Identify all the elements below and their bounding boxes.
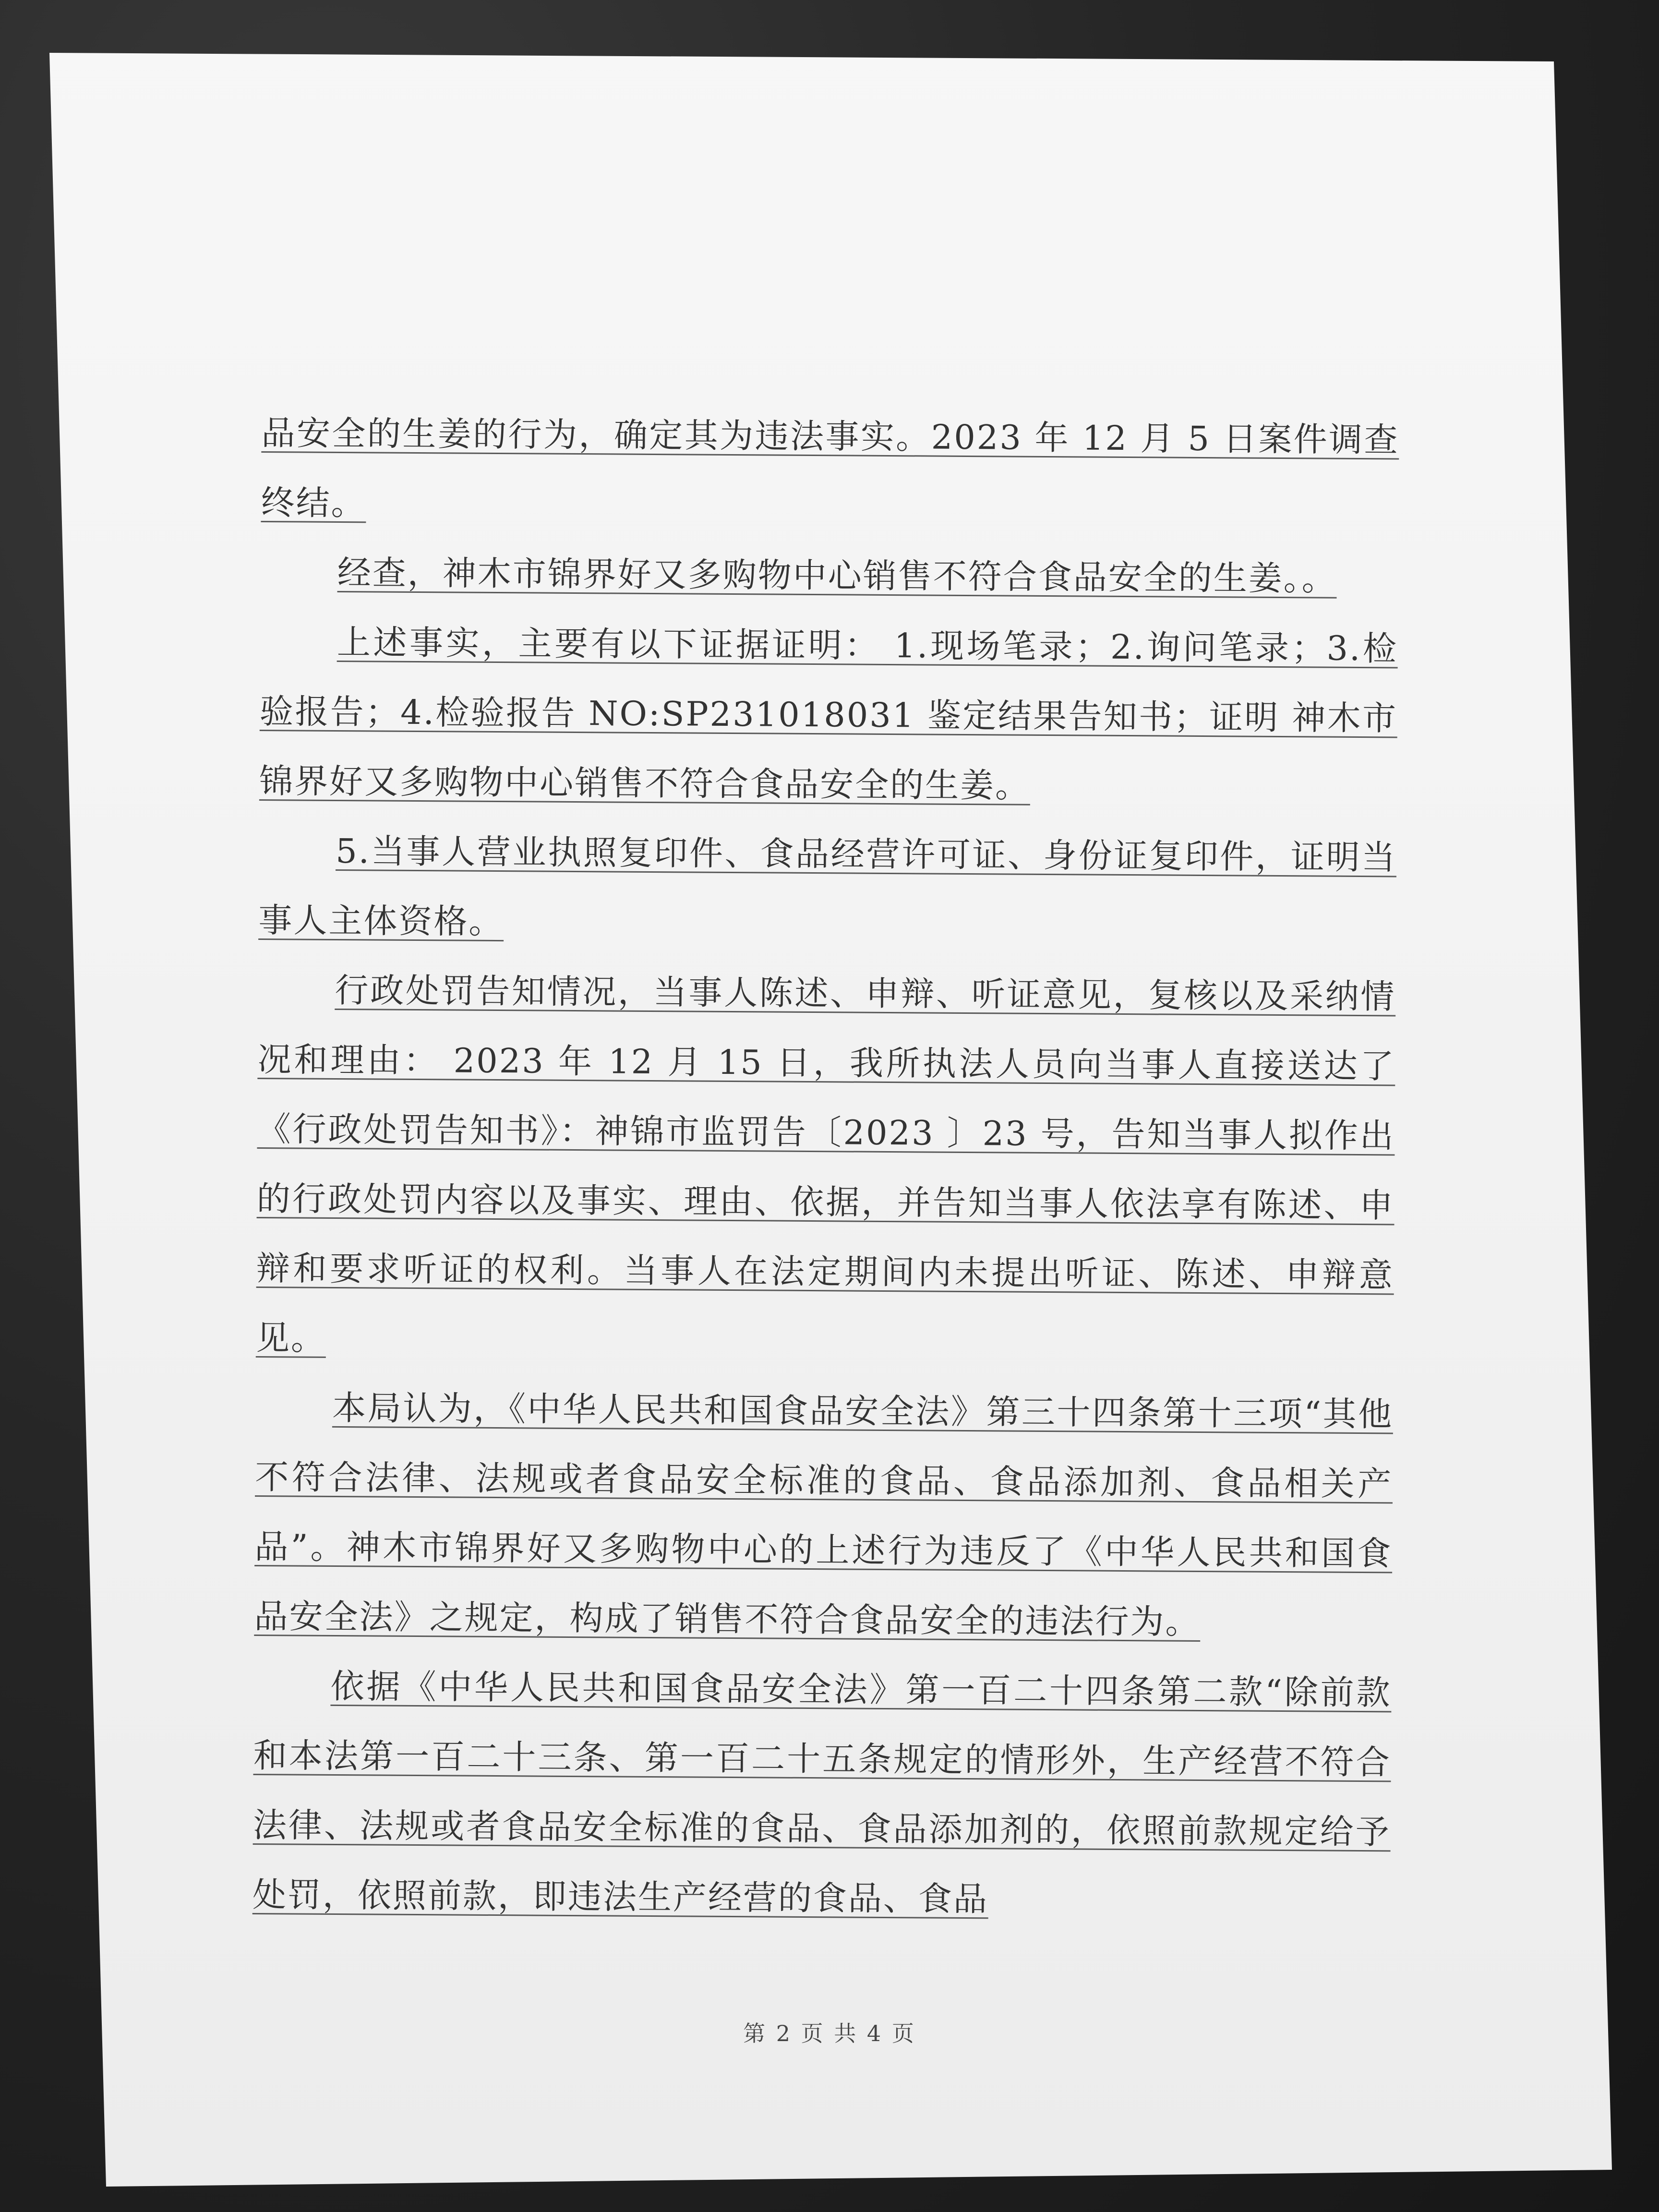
paragraph-legal-basis: 依据《中华人民共和国食品安全法》第一百二十四条第二款“除前款和本法第一百二十三条、第一百二十五条规定的情形外，生产经营不符合法律、法规或者食品安全标准的食品、食品添加剂的，依照前款规定给予处罚，依照前款，即违法生产经营的食品、食品 [252,1666,1392,1919]
paragraph-bureau-opinion: 本局认为，《中华人民共和国食品安全法》第三十四条第十三项“其他不符合法律、法规或者食品安全标准的食品、食品添加剂、食品相关产品”。神木市锦界好又多购物中心的上述行为违反了《中华人民共和国食品安全法》之规定，构成了销售不符合食品安全的违法行为。 [254,1388,1394,1642]
page-number-footer: 第 2 页 共 4 页 [743,2020,916,2046]
paragraph-investigation-conclusion: 品安全的生姜的行为，确定其为违法事实。2023 年 12 月 5 日案件调查终结。 [261,413,1399,523]
paragraph-findings: 经查，神木市锦界好又多购物中心销售不符合食品安全的生姜。。 [337,553,1337,599]
paragraph-notice: 行政处罚告知情况，当事人陈述、申辩、听证意见，复核以及采纳情况和理由： 2023 年 12 月 15 日，我所执法人员向当事人直接送达了《行政处罚告知书》：神锦市监罚告〔2023 〕23 号，告知当事人拟作出的行政处罚内容以及事实、理由、依据，并告知当事人依法享有陈述、申辩和要求听证的权利。当事人在法定期间内未提出听证、陈述、申辩意见。 [255,970,1396,1358]
document-body [252,398,1399,1936]
paragraph-evidence-5: 5.当事人营业执照复印件、食品经营许可证、身份证复印件，证明当事人主体资格。 [258,831,1397,942]
paragraph-evidence: 上述事实，主要有以下证据证明： 1.现场笔录；2.询问笔录；3.检验报告；4.检验报告 NO:SP231018031 鉴定结果告知书；证明 神木市锦界好又多购物中心销售不符合食品安全的生姜。 [259,622,1398,805]
